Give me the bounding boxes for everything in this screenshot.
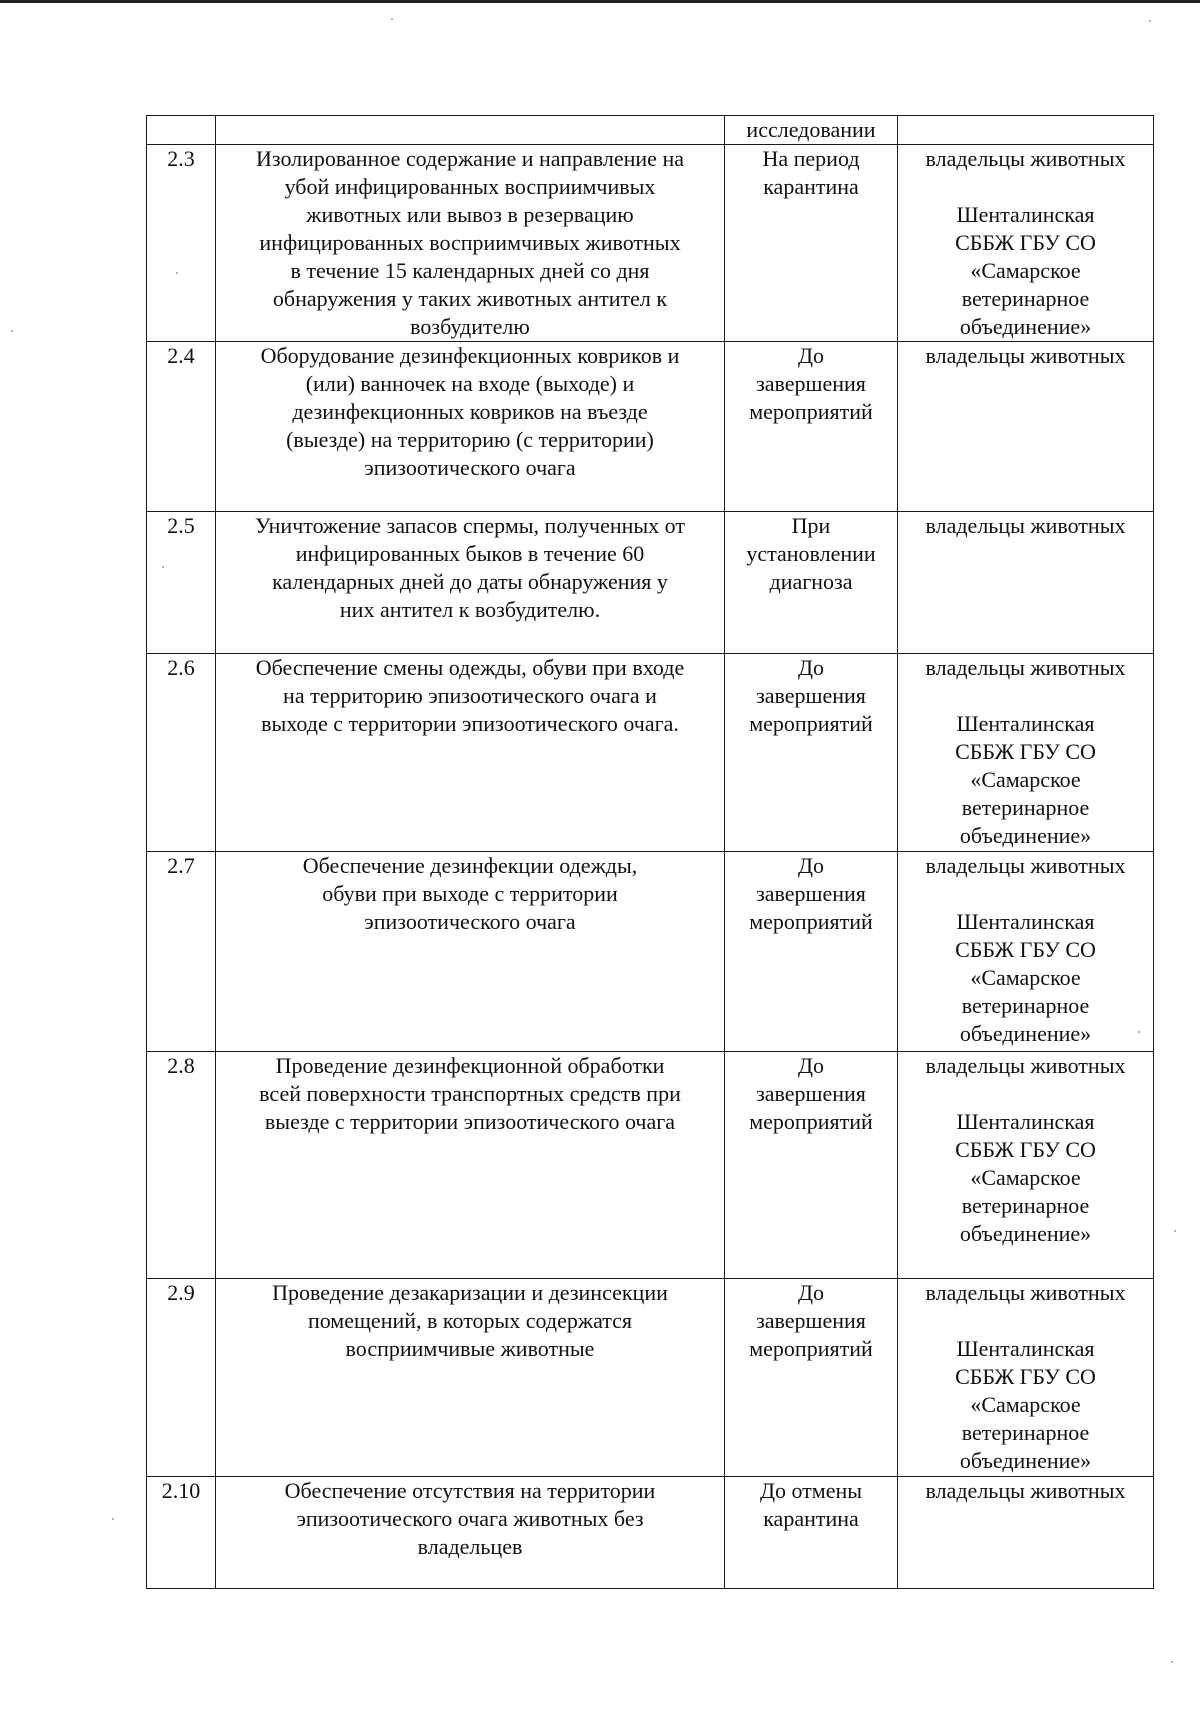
responsible-cell (898, 116, 1154, 145)
responsible-secondary-line: Шенталинская (956, 711, 1095, 736)
deadline-line: мероприятий (749, 399, 873, 424)
responsible-primary: владельцы животных (925, 655, 1126, 680)
responsible-secondary-line: ветеринарное (961, 993, 1090, 1018)
responsible-secondary-line: объединение» (959, 314, 1092, 339)
responsible-secondary-line: СББЖ ГБУ СО (955, 1364, 1096, 1389)
deadline-cell (725, 1477, 898, 1589)
deadline-cell (725, 116, 898, 145)
responsible-secondary-line: «Самарское (970, 1165, 1081, 1190)
responsible-secondary-line: Шенталинская (956, 202, 1095, 227)
responsible-cell (898, 1477, 1154, 1589)
table-row (147, 342, 1154, 512)
action-line: обнаружения у таких животных антител к (272, 286, 668, 311)
deadline-cell (725, 512, 898, 654)
action-line: Обеспечение дезинфекции одежды, (302, 853, 638, 878)
action-cell (216, 116, 725, 145)
action-line: на территорию эпизоотического очага и (283, 683, 657, 708)
action-line: восприимчивые животные (345, 1336, 595, 1361)
table-row (147, 1279, 1154, 1477)
responsible-secondary-line: СББЖ ГБУ СО (955, 1137, 1096, 1162)
row-number-cell (147, 116, 216, 145)
scan-speck (1174, 1230, 1176, 1232)
row-number-cell: 2.7 (147, 852, 216, 1052)
action-line: всей поверхности транспортных средств при (259, 1081, 681, 1106)
responsible-primary: владельцы животных (925, 1053, 1126, 1078)
action-cell (216, 1279, 725, 1477)
action-cell (216, 1052, 725, 1279)
action-line: выходе с территории эпизоотического очага. (261, 711, 679, 736)
responsible-secondary-line: ветеринарное (961, 795, 1090, 820)
action-line: эпизоотического очага (364, 909, 576, 934)
action-line: Оборудование дезинфекционных ковриков и (260, 343, 680, 368)
row-number-cell: 2.8 (147, 1052, 216, 1279)
deadline-line: До (797, 343, 824, 368)
action-cell (216, 654, 725, 852)
action-cell (216, 145, 725, 342)
row-number-cell: 2.10 (147, 1477, 216, 1589)
deadline-line: До (797, 1280, 824, 1305)
responsible-secondary-line: «Самарское (970, 1392, 1081, 1417)
scan-speck (1149, 20, 1151, 22)
responsible-secondary-line: Шенталинская (956, 909, 1095, 934)
action-line: инфицированных восприимчивых животных (259, 230, 681, 255)
deadline-cell (725, 145, 898, 342)
action-line: Уничтожение запасов спермы, полученных от (255, 513, 685, 538)
responsible-secondary-line: СББЖ ГБУ СО (955, 230, 1096, 255)
deadline-line: мероприятий (749, 1109, 873, 1134)
responsible-cell (898, 1279, 1154, 1477)
responsible-gap (902, 173, 1149, 201)
deadline-line: При (791, 513, 831, 538)
responsible-secondary-line: СББЖ ГБУ СО (955, 937, 1096, 962)
responsible-primary: владельцы животных (925, 146, 1126, 171)
action-line: (или) ванночек на входе (выходе) и (305, 371, 635, 396)
deadline-line: До (797, 655, 824, 680)
responsible-secondary-line: объединение» (959, 1221, 1092, 1246)
deadline-line: установлении (746, 541, 876, 566)
deadline-line: завершения (756, 1081, 866, 1106)
responsible-secondary-line: ветеринарное (961, 1420, 1090, 1445)
action-line: в течение 15 календарных дней со дня (290, 258, 650, 283)
responsible-secondary-line: объединение» (959, 1021, 1092, 1046)
responsible-secondary-line: объединение» (959, 1448, 1092, 1473)
action-line: животных или вывоз в резервацию (306, 202, 634, 227)
responsible-primary: владельцы животных (925, 1478, 1126, 1503)
deadline-line: До (797, 853, 824, 878)
responsible-secondary-line: ветеринарное (961, 1193, 1090, 1218)
action-line: владельцев (417, 1534, 523, 1559)
responsible-cell (898, 654, 1154, 852)
action-line: эпизоотического очага (364, 455, 576, 480)
responsible-secondary-line: «Самарское (970, 767, 1081, 792)
table-row (147, 145, 1154, 342)
responsible-cell (898, 145, 1154, 342)
action-cell (216, 512, 725, 654)
deadline-line: На период (762, 146, 860, 171)
measures-table (146, 115, 1154, 1589)
action-line: помещений, в которых содержатся (307, 1308, 633, 1333)
action-line: обуви при выходе с территории (322, 881, 618, 906)
action-cell (216, 342, 725, 512)
responsible-primary: владельцы животных (925, 1280, 1126, 1305)
row-number-cell: 2.9 (147, 1279, 216, 1477)
action-line: убой инфицированных восприимчивых (284, 174, 656, 199)
responsible-cell (898, 1052, 1154, 1279)
responsible-secondary-line: «Самарское (970, 965, 1081, 990)
responsible-secondary-line: ветеринарное (961, 286, 1090, 311)
deadline-line: завершения (756, 371, 866, 396)
row-number-cell: 2.5 (147, 512, 216, 654)
scan-speck (1171, 1661, 1173, 1663)
table-row (147, 1477, 1154, 1589)
table-row (147, 654, 1154, 852)
responsible-secondary-line: Шенталинская (956, 1109, 1095, 1134)
responsible-secondary-line: Шенталинская (956, 1336, 1095, 1361)
row-number-cell: 2.3 (147, 145, 216, 342)
table-row (147, 512, 1154, 654)
action-line: них антител к возбудителю. (339, 597, 601, 622)
action-line: Обеспечение смены одежды, обуви при входе (255, 655, 685, 680)
action-line: Обеспечение отсутствия на территории (284, 1478, 656, 1503)
responsible-gap (902, 880, 1149, 908)
responsible-primary: владельцы животных (925, 343, 1126, 368)
action-cell (216, 1477, 725, 1589)
scan-speck (11, 330, 13, 332)
action-line: Изолированное содержание и направление на (256, 146, 684, 171)
scan-speck (391, 18, 393, 20)
action-line: (выезде) на территорию (с территории) (286, 427, 654, 452)
responsible-cell (898, 342, 1154, 512)
row-number-cell: 2.4 (147, 342, 216, 512)
responsible-cell (898, 852, 1154, 1052)
table-row (147, 1052, 1154, 1279)
scan-top-edge (0, 0, 1200, 3)
deadline-line: мероприятий (749, 909, 873, 934)
deadline-cell (725, 1052, 898, 1279)
deadline-cell (725, 342, 898, 512)
table-row-continuation (147, 116, 1154, 145)
responsible-cell (898, 512, 1154, 654)
deadline-line: исследовании (746, 117, 876, 142)
responsible-secondary-line: объединение» (959, 823, 1092, 848)
responsible-gap (902, 1307, 1149, 1335)
action-line: выезде с территории эпизоотического очага (264, 1109, 676, 1134)
action-line: Проведение дезинфекционной обработки (275, 1053, 665, 1078)
responsible-secondary-line: «Самарское (970, 258, 1081, 283)
deadline-line: До (797, 1053, 824, 1078)
deadline-line: карантина (763, 1506, 859, 1531)
deadline-cell (725, 852, 898, 1052)
action-line: дезинфекционных ковриков на въезде (292, 399, 648, 424)
scan-speck (112, 1518, 114, 1520)
action-line: календарных дней до даты обнаружения у (272, 569, 668, 594)
deadline-line: завершения (756, 881, 866, 906)
deadline-line: карантина (763, 174, 859, 199)
deadline-cell (725, 1279, 898, 1477)
deadline-cell (725, 654, 898, 852)
action-line: инфицированных быков в течение 60 (295, 541, 645, 566)
responsible-primary: владельцы животных (925, 853, 1126, 878)
deadline-line: До отмены (759, 1478, 863, 1503)
responsible-gap (902, 682, 1149, 710)
measures-table-body (147, 116, 1154, 1589)
action-line: эпизоотического очага животных без (296, 1506, 644, 1531)
action-line: возбудителю (410, 314, 530, 339)
deadline-line: диагноза (769, 569, 853, 594)
row-number-cell: 2.6 (147, 654, 216, 852)
table-row (147, 852, 1154, 1052)
responsible-secondary-line: СББЖ ГБУ СО (955, 739, 1096, 764)
action-line: Проведение дезакаризации и дезинсекции (272, 1280, 668, 1305)
deadline-line: мероприятий (749, 711, 873, 736)
deadline-line: завершения (756, 1308, 866, 1333)
deadline-line: мероприятий (749, 1336, 873, 1361)
responsible-primary: владельцы животных (925, 513, 1126, 538)
action-cell (216, 852, 725, 1052)
deadline-line: завершения (756, 683, 866, 708)
responsible-gap (902, 1080, 1149, 1108)
